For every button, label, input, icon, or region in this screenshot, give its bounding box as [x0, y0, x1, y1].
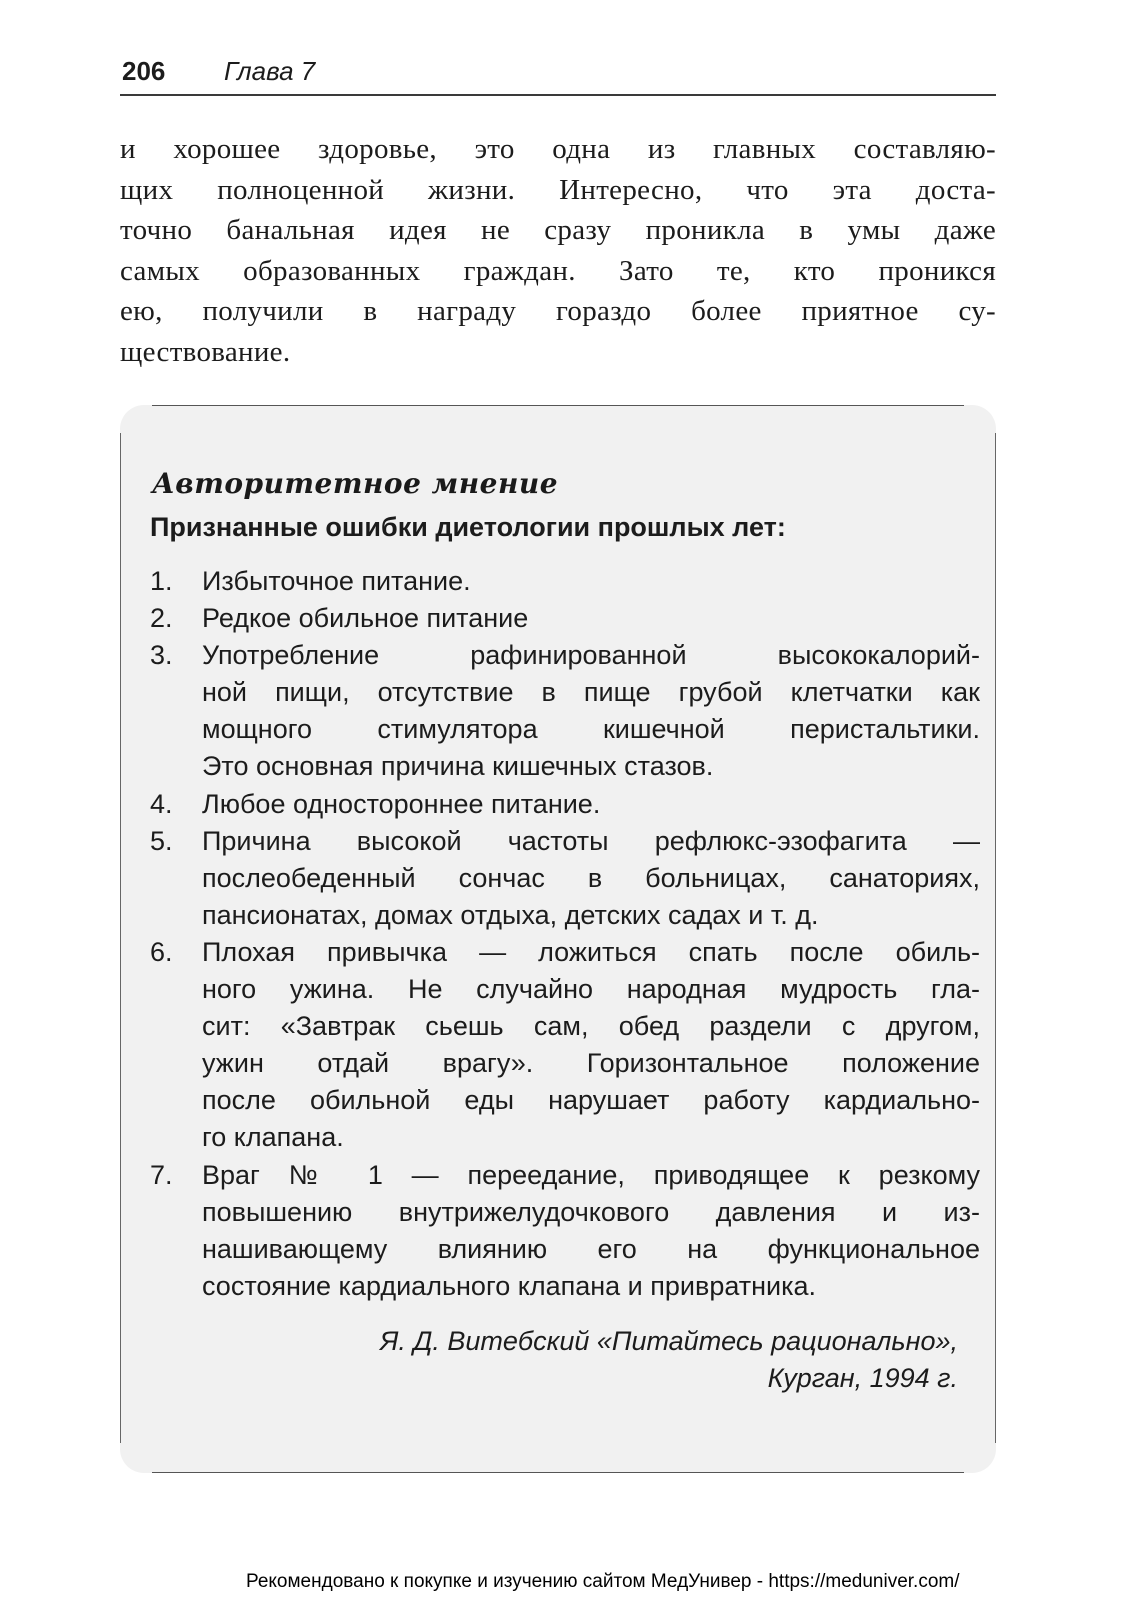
page-number: 206	[122, 56, 166, 86]
list-item-line: го клапана.	[202, 1122, 344, 1153]
citation-line: Курган, 1994 г.	[767, 1363, 958, 1394]
list-item-number: 1.	[150, 566, 173, 596]
list-item-number: 2.	[150, 603, 173, 634]
list-item	[150, 600, 980, 637]
list-item-number: 6.	[150, 936, 173, 967]
list-item-line: Причина высокой частоты рефлюкс-эзофагита —	[202, 825, 980, 856]
list-item-number: 3.	[150, 640, 173, 671]
list-item-line: ного ужина. Не случайно народная мудрость гла-	[202, 974, 980, 1005]
list-item	[150, 934, 980, 1157]
footer-watermark: Рекомендовано к покупке и изучению сайтом МедУнивер - https://meduniver.com/	[246, 1571, 960, 1592]
expert-opinion-box	[120, 405, 996, 1473]
list-item-line: повышению внутрижелудочкового давления и из-	[202, 1196, 980, 1227]
list-item-number: 7.	[150, 1159, 173, 1190]
list-item-line: после обильной еды нарушает работу кардиально-	[202, 1085, 980, 1116]
list-item	[150, 823, 980, 934]
list-item-line: Редкое обильное питание	[202, 603, 529, 634]
list-item-line: ной пищи, отсутствие в пище грубой клетчатки как	[202, 677, 980, 708]
list-item-line: мощного стимулятора кишечной перистальтики.	[202, 714, 980, 745]
list-item-line: Враг № 1 — переедание, приводящее к резкому	[202, 1159, 980, 1190]
running-header	[120, 52, 996, 96]
paragraph-line: ществование.	[120, 335, 291, 368]
list-item-number: 5.	[150, 825, 173, 856]
citation-line: Я. Д. Витебский «Питайтесь рационально»,	[379, 1326, 958, 1356]
box-subtitle: Признанные ошибки диетологии прошлых лет:	[150, 512, 786, 542]
list-item	[150, 637, 980, 785]
errors-list	[150, 563, 980, 1305]
list-item-line: состояние кардиального клапана и привратника.	[202, 1270, 817, 1301]
list-item-line: Любое одностороннее питание.	[202, 788, 601, 819]
box-border-left	[120, 433, 121, 1443]
list-item-line: Это основная причина кишечных стазов.	[202, 751, 714, 782]
paragraph-line: точно банальная идея не сразу проникла в умы даже	[120, 214, 996, 246]
citation	[380, 1323, 958, 1397]
box-heading: Авторитетное мнение	[152, 467, 559, 500]
list-item-line: нашивающему влиянию его на функциональное	[202, 1233, 980, 1264]
paragraph-line: щих полноценной жизни. Интересно, что эта доста-	[120, 173, 996, 206]
list-item	[150, 563, 980, 600]
body-paragraph	[120, 129, 996, 372]
list-item-line: Избыточное питание.	[202, 566, 471, 596]
list-item-line: послеобеденный сончас в больницах, санаториях,	[202, 862, 980, 893]
paragraph-line: ею, получили в награду гораздо более приятное су-	[120, 295, 996, 327]
box-border-right	[995, 433, 996, 1443]
list-item	[150, 1157, 980, 1305]
list-item-line: Употребление рафинированной высококалорий-	[202, 640, 980, 671]
chapter-title: Глава 7	[224, 56, 316, 86]
list-item-line: пансионатах, домах отдыха, детских садах и т. д.	[202, 899, 819, 930]
list-item-number: 4.	[150, 788, 173, 819]
list-item	[150, 786, 980, 823]
paragraph-line: самых образованных граждан. Зато те, кто проникся	[120, 254, 996, 287]
list-item-line: Плохая привычка — ложиться спать после обиль-	[202, 936, 980, 967]
list-item-line: сит: «Завтрак сьешь сам, обед раздели с другом,	[202, 1011, 980, 1042]
paragraph-line: и хорошее здоровье, это одна из главных составляю-	[120, 133, 996, 165]
list-item-line: ужин отдай врагу». Горизонтальное положение	[202, 1048, 980, 1079]
